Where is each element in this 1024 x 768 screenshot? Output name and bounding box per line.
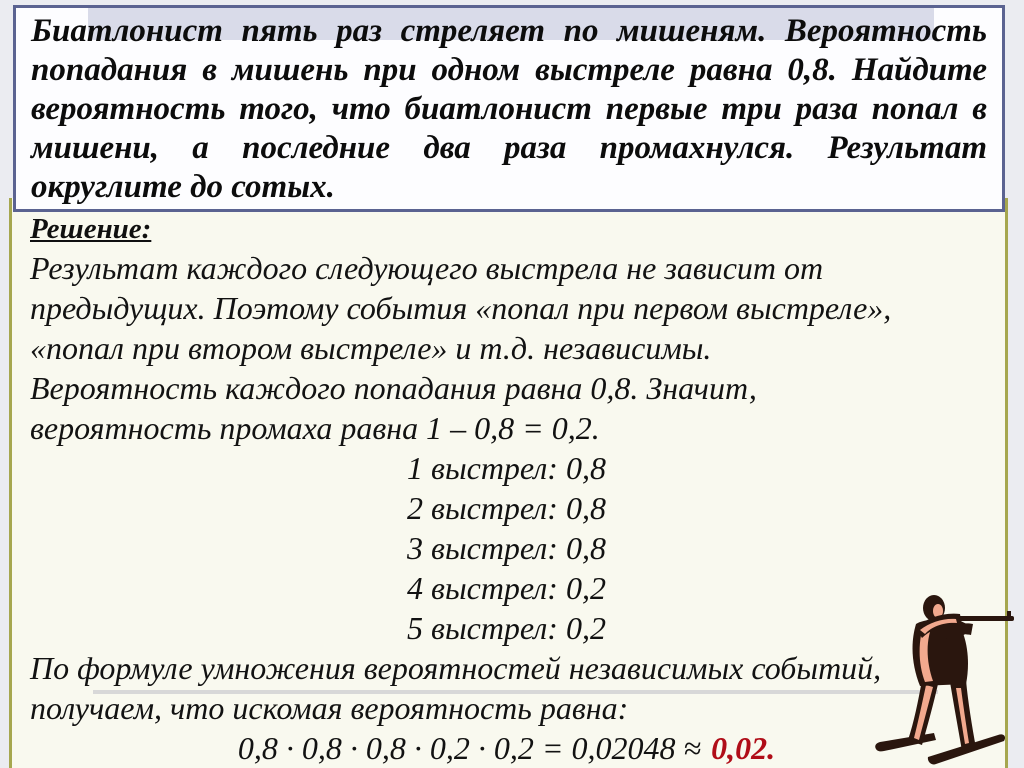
conclusion-line: По формуле умножения вероятностей независимых событий, (30, 650, 882, 686)
solution-content (12, 198, 1005, 768)
shot-label: 3 выстрел: (407, 530, 558, 566)
shot-label: 4 выстрел: (407, 570, 558, 606)
shot-label: 5 выстрел: (407, 610, 558, 646)
shot-value: 0,2 (565, 610, 606, 646)
shot-label: 1 выстрел: (407, 450, 558, 486)
formula-expression: 0,8 · 0,8 · 0,8 · 0,2 · 0,2 = 0,02048 ≈ (237, 730, 702, 766)
problem-line: попадания в мишень при одном выстреле равна 0,8. Найдите (31, 52, 987, 88)
formula-line (30, 728, 983, 768)
solution-line: «попал при втором выстреле» и т.д. независимы. (30, 330, 712, 366)
conclusion-line: получаем, что искомая вероятность равна: (30, 690, 629, 726)
problem-line: мишени, а последние два раза промахнулся. Результат (31, 130, 987, 166)
problem-statement (31, 12, 987, 207)
problem-line: округлите до сотых. (31, 169, 335, 205)
shot-label: 2 выстрел: (407, 490, 558, 526)
shots-list (30, 448, 983, 648)
shot-item (30, 528, 983, 568)
solution-panel (9, 198, 1008, 768)
shot-item (30, 448, 983, 488)
solution-line: Результат каждого следующего выстрела не зависит от (30, 250, 824, 286)
shot-value: 0,8 (565, 450, 606, 486)
shot-value: 0,8 (565, 530, 606, 566)
shot-value: 0,2 (565, 570, 606, 606)
solution-line: вероятность промаха равна 1 – 0,8 = 0,2. (30, 410, 600, 446)
biathlete-icon (872, 588, 1018, 768)
solution-line: Вероятность каждого попадания равна 0,8. Значит, (30, 370, 757, 406)
shot-item (30, 488, 983, 528)
shot-item (30, 568, 983, 608)
problem-box (13, 5, 1005, 212)
problem-line: вероятность того, что биатлонист первые три раза попал в (31, 91, 987, 127)
shot-item (30, 608, 983, 648)
formula-result: 0,02. (711, 730, 776, 766)
solution-line: предыдущих. Поэтому события «попал при первом выстреле», (30, 290, 892, 326)
problem-line: Биатлонист пять раз стреляет по мишеням. Вероятность (31, 13, 987, 49)
solution-heading: Решение: (30, 213, 152, 245)
shot-value: 0,8 (565, 490, 606, 526)
